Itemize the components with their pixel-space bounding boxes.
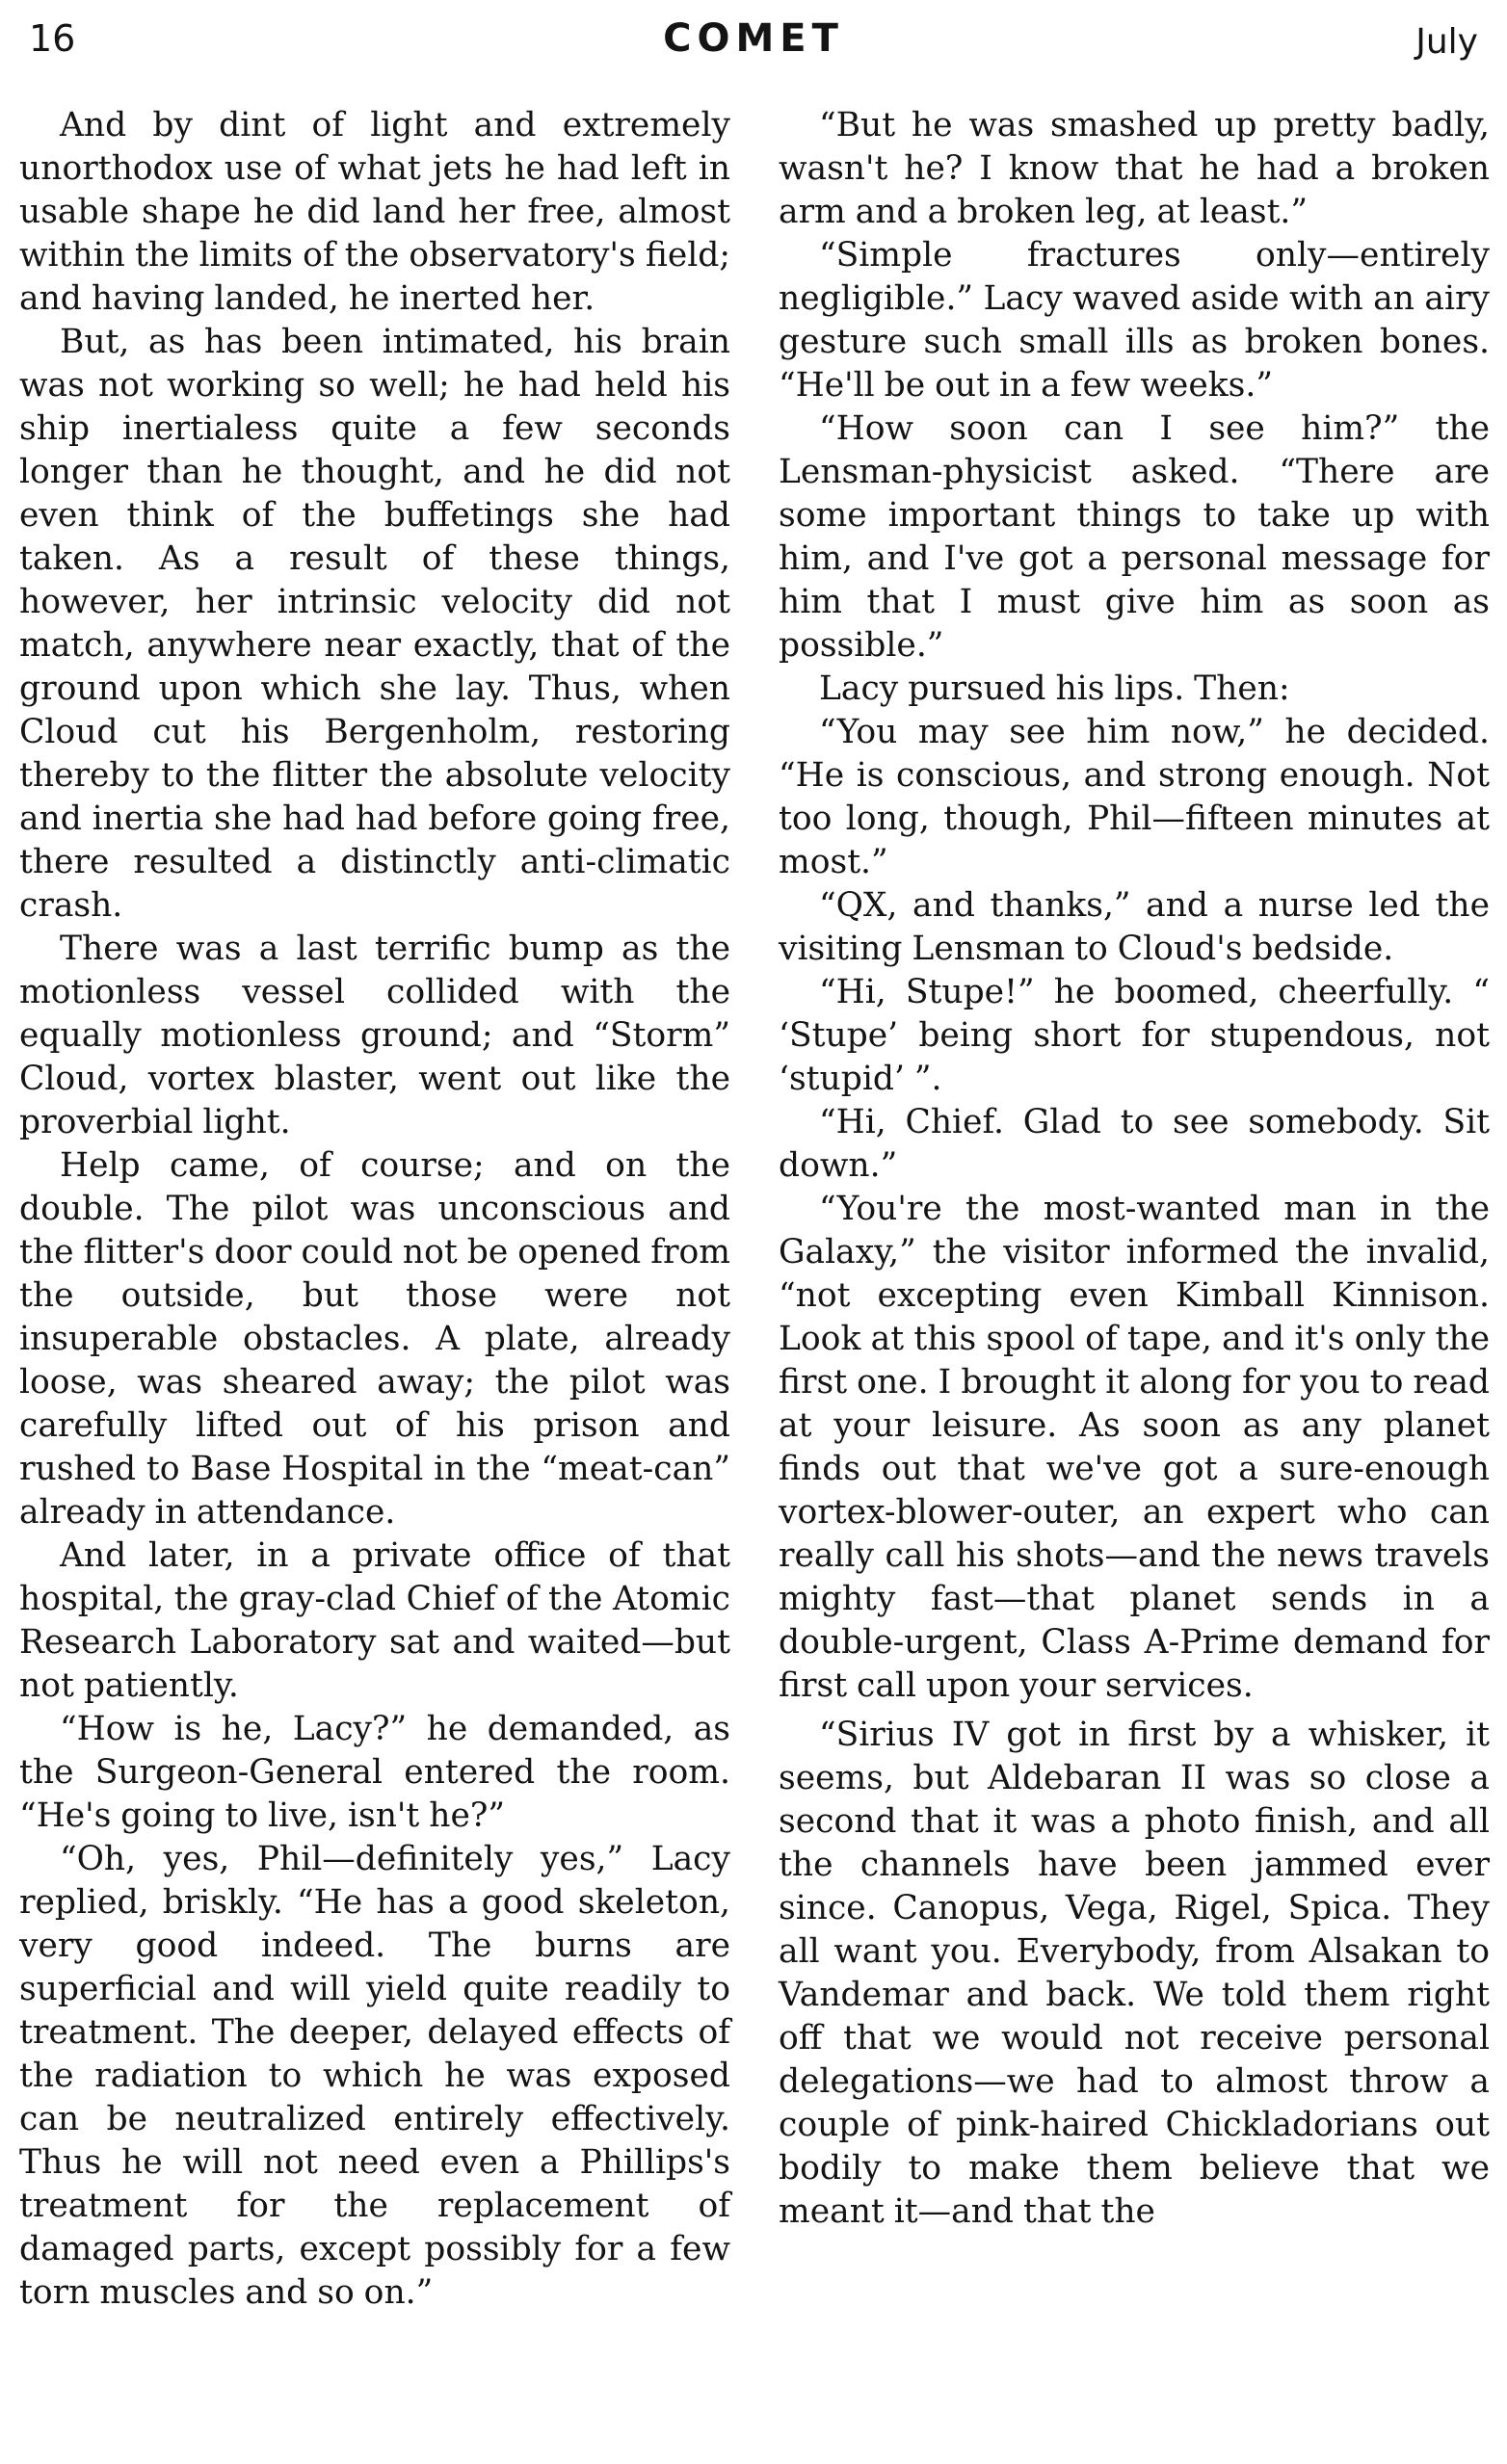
running-header	[29, 10, 1478, 67]
paragraph: But, as has been intimated, his brain was not working so well; he had held his ship inertialess quite a few seconds longer than he thought, and he did not even think of the buffetings she had taken. As a result of these things, however, her intrinsic velocity did not match, anywhere near exactly, that of the ground upon which she lay. Thus, when Cloud cut his Bergenholm, restoring thereby to the flitter the absolute velocity and inertia she had had before going free, there resulted a distinctly anti-climatic crash.	[19, 323, 730, 925]
page-number: 16	[29, 17, 76, 60]
paragraph: “QX, and thanks,” and a nurse led the visiting Lensman to Cloud's bedside.	[779, 886, 1490, 968]
paragraph: “Sirius IV got in first by a whisker, it seems, but Aldebaran II was so close a second that it was a photo finish, and all the channels have been jammed ever since. Canopus, Vega, Rigel, Spica. They all want you. Everybody, from Alsakan to Vandemar and back. We told them right off that we would not receive personal delegations—we had to almost throw a couple of pink-haired Chickladorians out bodily to make them believe that we meant it—and that the	[779, 1716, 1490, 2231]
paragraph: “Simple fractures only—entirely negligible.” Lacy waved aside with an airy gesture such small ills as broken bones. “He'll be out in a few weeks.”	[779, 236, 1490, 405]
paragraph: “How is he, Lacy?” he demanded, as the Surgeon-General entered the room. “He's going to live, isn't he?”	[19, 1710, 730, 1835]
magazine-title: COMET	[663, 16, 844, 61]
paragraph: “But he was smashed up pretty badly, wasn't he? I know that he had a broken arm and a broken leg, at least.”	[779, 106, 1490, 231]
left-column	[19, 104, 730, 2315]
paragraph: “How soon can I see him?” the Lensman-physicist asked. “There are some important things to take up with him, and I've got a personal message for him that I must give him as soon as possible.”	[779, 409, 1490, 665]
paragraph: Help came, of course; and on the double. The pilot was unconscious and the flitter's door could not be opened from the outside, but those were not insuperable obstacles. A plate, already loose, was sheared away; the pilot was carefully lifted out of his prison and rushed to Base Hospital in the “meat-can” already in attendance.	[19, 1146, 730, 1532]
paragraph: “You're the most-wanted man in the Galaxy,” the visitor informed the invalid, “not excepting even Kimball Kinnison. Look at this spool of tape, and it's only the first one. I brought it along for you to read at your leisure. As soon as any planet finds out that we've got a sure-enough vortex-blower-outer, an expert who can really call his shots—and the news travels mighty fast—that planet sends in a double-urgent, Class A-Prime demand for first call upon your services.	[779, 1190, 1490, 1705]
paragraph: And later, in a private office of that hospital, the gray-clad Chief of the Atomic Research Laboratory sat and waited—but not patiently.	[19, 1536, 730, 1705]
paragraph: “Hi, Chief. Glad to see somebody. Sit down.”	[779, 1103, 1490, 1185]
paragraph: “Oh, yes, Phil—definitely yes,” Lacy replied, briskly. “He has a good skeleton, very good indeed. The burns are superficial and will yield quite readily to treatment. The deeper, delayed effects of the radiation to which he was exposed can be neutralized entirely effectively. Thus he will not need even a Phillips's treatment for the replacement of damaged parts, except possibly for a few torn muscles and so on.”	[19, 1840, 730, 2312]
paragraph: Lacy pursued his lips. Then:	[819, 669, 1290, 708]
right-column	[779, 104, 1490, 2234]
issue-month: July	[1415, 22, 1478, 62]
paragraph: “Hi, Stupe!” he boomed, cheerfully. “ ‘Stupe’ being short for stupendous, not ‘stupid’ ”.	[779, 973, 1490, 1098]
paragraph: There was a last terrific bump as the motionless vessel collided with the equally motionless ground; and “Storm” Cloud, vortex blaster, went out like the proverbial light.	[19, 930, 730, 1141]
paragraph: “You may see him now,” he decided. “He is conscious, and strong enough. Not too long, though, Phil—fifteen minutes at most.”	[779, 713, 1490, 881]
paragraph: And by dint of light and extremely unorthodox use of what jets he had left in usable shape he did land her free, almost within the limits of the observatory's field; and having landed, he inerted her.	[19, 106, 730, 318]
